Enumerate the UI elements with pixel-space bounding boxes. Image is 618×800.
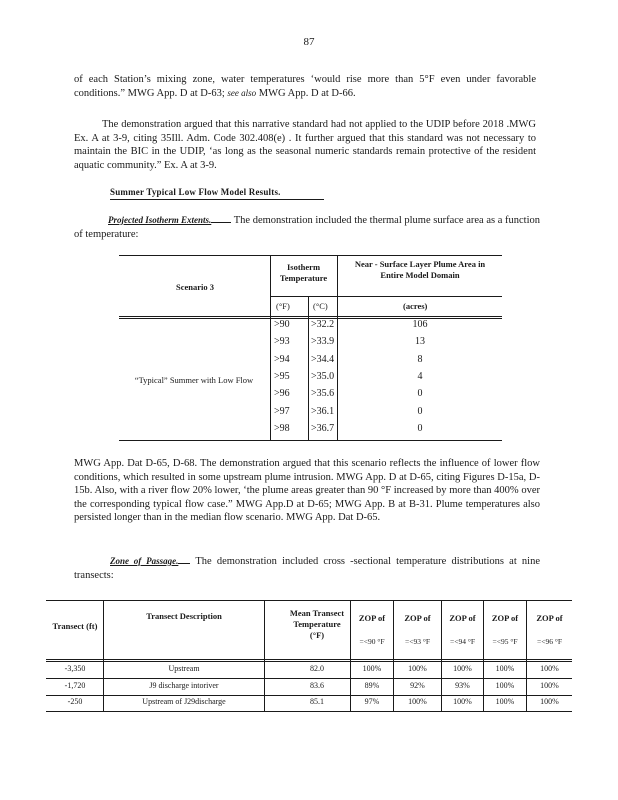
para3-text: The demonstration included the thermal plume surface area as a function of temperature: <box>74 215 540 240</box>
table1-cell-acres: 8 <box>417 353 423 365</box>
table2-zop-threshold: =<90 °F <box>359 637 385 646</box>
table2-cell-zop: 100% <box>453 664 472 673</box>
table2-cell-zop: 100% <box>453 697 472 707</box>
table1-cell-c: >34.4 <box>311 353 335 365</box>
table2-cell-zop: 100% <box>540 680 559 690</box>
paragraph-zone-of-passage <box>74 554 540 582</box>
table1-cell-c: >36.1 <box>311 405 335 417</box>
table2-cell-mean: 82.0 <box>310 664 324 673</box>
table1-cell-acres: 0 <box>417 405 423 417</box>
table2-cell-zop: 100% <box>495 697 515 707</box>
table1-cell-acres: 0 <box>417 422 423 434</box>
table2-zop-header: ZOP of <box>491 613 519 623</box>
heading-zone-of-passage: Zone of Passage. <box>110 556 179 566</box>
table2-mean-header: Mean Transect Temperature (°F) <box>289 608 345 640</box>
table1-plume-header: Near - Surface Layer Plume Area in Entire Model Domain <box>354 259 486 280</box>
table1-cell-c: >36.7 <box>311 422 335 434</box>
table1-cell-acres: 0 <box>417 388 423 400</box>
table2-zop-header: ZOP of <box>404 613 431 623</box>
table1-cell-c: >32.2 <box>311 319 335 330</box>
table1-cell-f: >93 <box>274 336 290 348</box>
table1-cell-c: >35.6 <box>311 388 335 400</box>
table2-cell-zop: 100% <box>495 680 515 690</box>
table1-cell-acres: 106 <box>412 319 428 330</box>
para1-text-b: MWG App. D at D-66. <box>256 87 356 99</box>
table2-transect-header: Transect (ft) <box>52 621 98 631</box>
table2-cell-zop: 100% <box>408 664 427 673</box>
table2-cell-zop: 100% <box>495 664 515 673</box>
table2-cell-zop: 100% <box>408 697 427 707</box>
table2-zop-threshold: =<93 °F <box>404 637 430 646</box>
table1-isotherm-header: Isotherm Temperature <box>279 262 328 283</box>
table2-cell-zop: 100% <box>540 664 559 673</box>
table1-unit-f: (°F) <box>276 301 290 311</box>
table2-cell-zop: 93% <box>455 680 470 690</box>
table1-cell-f: >90 <box>274 319 290 330</box>
para1-see-also: see also <box>227 87 257 98</box>
table2-cell-zop: 97% <box>364 697 380 707</box>
table2-cell-transect: -3,350 <box>64 664 86 673</box>
table2-cell-zop: 100% <box>362 664 382 673</box>
heading-summer-low-flow: Summer Typical Low Flow Model Results. <box>110 187 324 200</box>
table1-cell-c: >33.9 <box>311 336 335 348</box>
table1-scenario-header: Scenario 3 <box>175 282 214 292</box>
paragraph-mixing-zone <box>74 73 536 100</box>
table2-cell-zop: 92% <box>410 680 425 690</box>
table1-unit-acres: (acres) <box>403 301 428 311</box>
table2-zop-header: ZOP of <box>536 613 563 623</box>
table2-cell-zop: 100% <box>540 697 559 707</box>
table2-cell-description: Upstream <box>168 664 200 673</box>
para5-text: The demonstration included cross -sectional temperature distributions at nine transects: <box>74 556 540 581</box>
table2-cell-mean: 85.1 <box>310 697 324 707</box>
table1-cell-f: >98 <box>274 422 290 434</box>
table2-zop-threshold: =<94 °F <box>449 637 475 646</box>
table2-cell-description: Upstream of J29discharge <box>142 697 226 707</box>
para1-text-a: of each Station’s mixing zone, water temperatures ‘would rise more than 5°F even under favorable conditions.” MWG App. D at D-63; <box>74 74 536 99</box>
table2-cell-mean: 83.6 <box>310 680 324 690</box>
table1-cell-acres: 4 <box>417 370 423 382</box>
paragraph-narrative-standard: The demonstration argued that this narrative standard had not applied to the UDIP before 2018 .MWG Ex. A at 3-9, citing 35Ill. Adm. Code 302.408(e) . It further argued that this standard was not necessary to maintain the BIC in the UDIP, ‘as long as the seasonal numeric standards remain protective of the resident aquatic community.” Ex. A at 3-9. <box>74 119 536 171</box>
table1-cell-f: >96 <box>274 388 290 400</box>
table2-description-header: Transect Description <box>146 611 222 621</box>
table2-cell-zop: 89% <box>364 680 380 690</box>
table2-zop-threshold: =<95 °F <box>492 637 518 646</box>
table2-zop-threshold: =<96 °F <box>536 637 562 646</box>
table1-cell-f: >97 <box>274 405 290 417</box>
table2-cell-transect: -250 <box>67 697 83 707</box>
page-number: 87 <box>303 36 315 48</box>
table1-cell-c: >35.0 <box>311 370 335 382</box>
table1-cell-acres: 13 <box>415 336 425 348</box>
table1-cell-f: >95 <box>274 370 290 382</box>
paragraph-lower-flow: MWG App. Dat D-65, D-68. The demonstration argued that this scenario reflects the influence of lower flow conditions, which resulted in some upstream plume intrusion. MWG App. D at D-65, citing Figures D-15a, D-15b. Also, with a river flow 20% lower, ‘the plume areas greater than 90 °F increased by more than 400% over the corresponding typical flow case.” MWG App.D at D-65; MWG App. B at B-31. Plume temperatures also persisted longer than in the median flow scenario. MWG App. Dat D-65. <box>74 458 540 523</box>
table2-zop-header: ZOP of <box>449 613 476 623</box>
heading-projected-isotherm: Projected Isotherm Extents. <box>108 215 212 225</box>
table2-zop-header: ZOP of <box>358 613 386 623</box>
table1-cell-f: >94 <box>274 353 290 365</box>
table1-row-label: “Typical” Summer with Low Flow <box>134 375 254 385</box>
paragraph-isotherm-extents <box>74 213 540 241</box>
table2-cell-transect: -1,720 <box>64 680 86 690</box>
table1-unit-c: (°C) <box>313 301 328 311</box>
table2-cell-description: J9 discharge intoriver <box>149 680 219 690</box>
